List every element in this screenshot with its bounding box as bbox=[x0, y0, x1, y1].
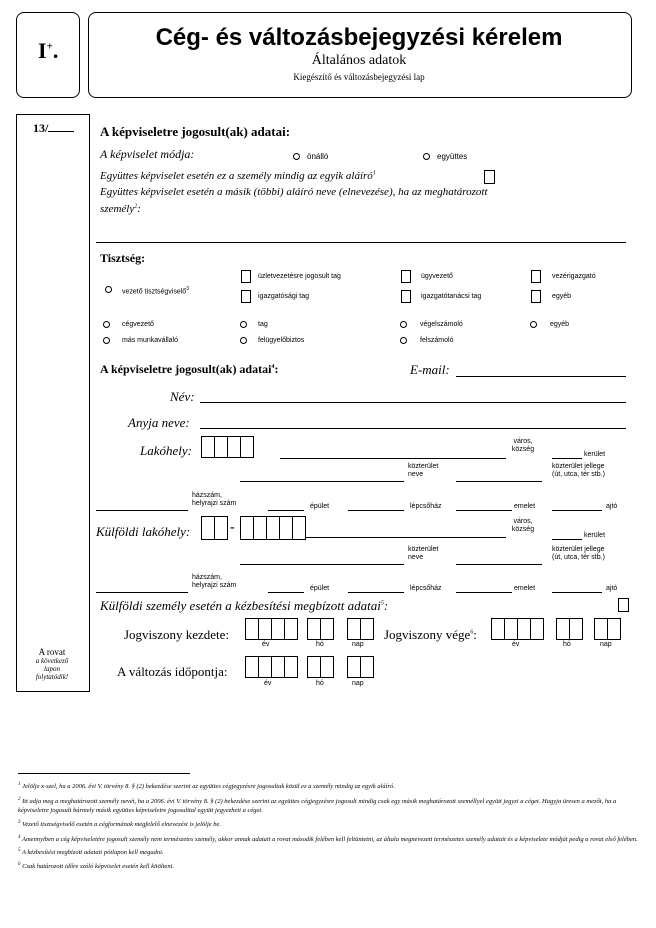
record-number bbox=[33, 121, 74, 136]
postcode-field[interactable] bbox=[201, 436, 253, 458]
digit-cell[interactable] bbox=[245, 656, 259, 678]
joint-signer-checkbox[interactable] bbox=[484, 170, 495, 184]
end-month-field[interactable] bbox=[556, 618, 582, 640]
foreign-district-label: kerület bbox=[584, 532, 606, 539]
city-label-text: város, bbox=[513, 438, 533, 445]
digit-cell[interactable] bbox=[569, 618, 583, 640]
city-label-text: város, bbox=[513, 518, 533, 525]
digit-cell[interactable] bbox=[504, 618, 518, 640]
email-label: E-mail: bbox=[410, 362, 450, 377]
digit-cell[interactable] bbox=[258, 618, 272, 640]
digit-cell[interactable] bbox=[271, 618, 285, 640]
house-label-text: házszám, bbox=[192, 492, 222, 499]
change-day-field[interactable] bbox=[347, 656, 373, 678]
footnote-text: Vezető tisztségviselő esetén a cégformának megfelelő elnevezést is jelölje be. bbox=[22, 821, 222, 829]
digit-cell[interactable] bbox=[347, 618, 361, 640]
side-note-line: folytatódik! bbox=[35, 673, 69, 681]
checkbox-office[interactable] bbox=[241, 290, 251, 303]
digit-cell[interactable] bbox=[245, 618, 259, 640]
foreign-street-name-field[interactable] bbox=[240, 564, 404, 565]
digit-cell[interactable] bbox=[307, 656, 321, 678]
delivery-agent-label: Külföldi személy esetén a kézbesítési megbízott adatai bbox=[100, 598, 381, 613]
day-label: nap bbox=[352, 680, 364, 687]
foreign-building-field[interactable] bbox=[268, 592, 304, 593]
foreign-floor-field[interactable] bbox=[456, 592, 512, 593]
foreign-street-name-label bbox=[408, 546, 438, 562]
mother-name-label: Anyja neve: bbox=[128, 415, 190, 430]
stair-field[interactable] bbox=[348, 510, 404, 511]
checkbox-office[interactable] bbox=[401, 270, 411, 283]
floor-field[interactable] bbox=[456, 510, 512, 511]
radio-joint-label: együttes bbox=[437, 152, 468, 161]
office-option-label: egyéb bbox=[552, 293, 572, 300]
floor-label: emelet bbox=[514, 503, 536, 510]
footnote bbox=[18, 861, 638, 872]
foreign-postcode-field[interactable] bbox=[240, 516, 305, 540]
foreign-street-type-label bbox=[552, 546, 605, 562]
other-signer-colon: : bbox=[137, 203, 141, 215]
mode-label: A képviselet módja: bbox=[100, 147, 195, 161]
change-date-label: A változás időpontja: bbox=[117, 664, 228, 679]
checkbox-office[interactable] bbox=[241, 270, 251, 283]
district-label: kerület bbox=[584, 451, 606, 458]
footnote-number: 6 bbox=[18, 862, 21, 868]
foreign-city-field[interactable] bbox=[306, 537, 506, 538]
district-field[interactable] bbox=[552, 458, 582, 459]
digit-cell[interactable] bbox=[214, 436, 228, 458]
radio-leader[interactable] bbox=[105, 286, 112, 293]
footnote-ref: 2 bbox=[134, 203, 138, 210]
other-signer-label: személy bbox=[100, 203, 135, 215]
house-number-field[interactable] bbox=[96, 510, 188, 511]
door-field[interactable] bbox=[552, 510, 602, 511]
street-name-field[interactable] bbox=[240, 481, 404, 482]
dash: - bbox=[230, 520, 235, 535]
village-label-text: község bbox=[511, 526, 535, 533]
delivery-agent-colon: : bbox=[383, 598, 389, 613]
street-name-label-text: neve bbox=[408, 471, 424, 478]
name-label: Név: bbox=[170, 389, 195, 404]
street-type-field[interactable] bbox=[456, 481, 542, 482]
foreign-house-number-field[interactable] bbox=[96, 592, 188, 593]
footnote-number: 5 bbox=[18, 847, 21, 853]
year-label: év bbox=[512, 641, 520, 648]
office-option-label: vezérigazgató bbox=[552, 273, 596, 280]
house-number-label bbox=[192, 492, 236, 508]
digit-cell[interactable] bbox=[284, 618, 298, 640]
side-note-title: A rovat bbox=[38, 647, 66, 657]
residence-label: Lakóhely: bbox=[140, 443, 192, 458]
radio-leader-label bbox=[122, 285, 189, 296]
footnote bbox=[18, 847, 638, 858]
name-field[interactable] bbox=[200, 402, 626, 403]
street-name-label bbox=[408, 463, 438, 479]
section2-heading-colon: : bbox=[274, 362, 279, 376]
foreign-district-field[interactable] bbox=[552, 539, 582, 540]
street-type-example: (út, utca, tér stb.) bbox=[552, 471, 605, 478]
digit-cell[interactable] bbox=[360, 618, 374, 640]
footnote bbox=[18, 781, 638, 792]
end-day-field[interactable] bbox=[594, 618, 620, 640]
mother-name-field[interactable] bbox=[200, 428, 626, 429]
radio-office[interactable] bbox=[400, 321, 407, 328]
village-label-text: község bbox=[511, 446, 535, 453]
change-month-field[interactable] bbox=[307, 656, 333, 678]
lot-label-text: helyrajzi szám bbox=[192, 500, 237, 507]
office-option-label: tag bbox=[258, 321, 268, 328]
office-option-label: más munkavállaló bbox=[122, 337, 179, 344]
footnote-separator bbox=[18, 773, 190, 774]
side-note-line: lapon bbox=[44, 665, 60, 673]
section2-heading-label: A képviseletre jogosult(ak) adatai bbox=[100, 362, 272, 376]
foreign-building-label: épület bbox=[310, 585, 330, 592]
digit-cell[interactable] bbox=[556, 618, 570, 640]
day-label: nap bbox=[600, 641, 612, 648]
office-option-label: felszámoló bbox=[420, 337, 454, 344]
page-title: Cég- és változásbejegyzési kérelem bbox=[155, 24, 563, 51]
digit-cell[interactable] bbox=[307, 618, 321, 640]
street-label-text: közterület bbox=[408, 546, 439, 553]
page-subtitle: Általános adatok bbox=[311, 53, 407, 68]
street-type-label-text: közterület jellege bbox=[552, 546, 605, 553]
street-name-label-text: neve bbox=[408, 554, 424, 561]
side-note bbox=[16, 647, 88, 681]
side-note-line: a következő bbox=[35, 657, 69, 665]
radio-office[interactable] bbox=[400, 337, 407, 344]
footnote-ref: 5 bbox=[380, 600, 384, 607]
digit-cell[interactable] bbox=[292, 516, 306, 540]
email-field[interactable] bbox=[456, 376, 626, 377]
leader-label: vezető tisztségviselő bbox=[122, 288, 187, 296]
street-type-label-text: közterület jellege bbox=[552, 463, 605, 470]
foreign-residence-label: Külföldi lakóhely: bbox=[96, 524, 191, 539]
section-heading: A képviseletre jogosult(ak) adatai: bbox=[100, 124, 291, 139]
digit-cell[interactable] bbox=[320, 618, 334, 640]
office-option-label: felügyelőbiztos bbox=[258, 337, 305, 344]
footnote-text: Csak határozott időre szóló képviselet esetén kell kitölteni. bbox=[22, 863, 174, 871]
house-label-text: házszám, bbox=[192, 574, 222, 581]
digit-cell[interactable] bbox=[320, 656, 334, 678]
form-code bbox=[38, 38, 58, 64]
end-date-colon: : bbox=[473, 627, 477, 642]
door-label: ajtó bbox=[606, 503, 618, 510]
stair-label: lépcsőház bbox=[410, 503, 442, 510]
footnote-ref: 1 bbox=[372, 170, 376, 177]
delivery-agent-text bbox=[100, 598, 388, 614]
digit-cell[interactable] bbox=[201, 516, 215, 540]
office-option-label: igazgatótanácsi tag bbox=[421, 293, 482, 300]
month-label: hó bbox=[316, 680, 324, 687]
radio-independent[interactable] bbox=[293, 153, 300, 160]
joint-signer-label: Együttes képviselet esetén ez a személy mindig az egyik aláíró bbox=[100, 170, 373, 182]
digit-cell[interactable] bbox=[607, 618, 621, 640]
joint-signer-text bbox=[100, 170, 376, 182]
city-label bbox=[508, 438, 538, 454]
office-option-label: egyéb bbox=[550, 321, 570, 328]
foreign-stair-field[interactable] bbox=[348, 592, 404, 593]
delivery-agent-checkbox[interactable] bbox=[618, 598, 629, 612]
footnote-ref: 4 bbox=[271, 364, 275, 370]
digit-cell[interactable] bbox=[517, 618, 531, 640]
footnote-text: Itt adja meg a meghatározott személy nevét, ha a 2006. évi V. törvény 8. § (2) bekezdése szerint az együttes cégjegyzésre jogosult mindig csak egy másik meghatározott személlyel együtt jegyzi a céget. Hagyja üresen a mezőt, ha a képviseletre jogosult bármely másik együttes képviseletre jogosulttal együtt jegyezheti a céget. bbox=[18, 797, 617, 814]
section2-heading bbox=[100, 362, 278, 377]
year-label: év bbox=[264, 680, 272, 687]
office-option-label: végelszámoló bbox=[420, 321, 463, 328]
street-type-example: (út, utca, tér stb.) bbox=[552, 554, 605, 561]
radio-independent-label: önálló bbox=[307, 152, 329, 161]
record-number-label: 13/ bbox=[33, 121, 49, 135]
footnote-ref: 3 bbox=[186, 286, 189, 292]
footnote bbox=[18, 819, 638, 830]
office-heading: Tisztség: bbox=[100, 251, 146, 265]
year-label: év bbox=[262, 641, 270, 648]
radio-joint[interactable] bbox=[423, 153, 430, 160]
start-day-field[interactable] bbox=[347, 618, 373, 640]
radio-office[interactable] bbox=[103, 321, 110, 328]
office-option-label: igazgatósági tag bbox=[258, 293, 309, 300]
digit-cell[interactable] bbox=[279, 516, 293, 540]
office-option-label: ügyvezető bbox=[421, 273, 453, 280]
month-label: hó bbox=[316, 641, 324, 648]
other-signer-field[interactable] bbox=[96, 242, 626, 243]
change-year-field[interactable] bbox=[245, 656, 297, 678]
footnote-number: 3 bbox=[18, 820, 21, 826]
footnote-number: 4 bbox=[18, 834, 21, 840]
city-field[interactable] bbox=[280, 458, 506, 459]
foreign-door-label: ajtó bbox=[606, 585, 618, 592]
digit-cell[interactable] bbox=[266, 516, 280, 540]
digit-cell[interactable] bbox=[240, 516, 254, 540]
footnote-number: 1 bbox=[18, 782, 21, 787]
form-code-letter: I bbox=[38, 38, 47, 63]
country-code-field[interactable] bbox=[201, 516, 227, 540]
foreign-floor-label: emelet bbox=[514, 585, 536, 592]
digit-cell[interactable] bbox=[201, 436, 215, 458]
building-label: épület bbox=[310, 503, 330, 510]
end-date-label: Jogviszony vége bbox=[384, 627, 471, 642]
foreign-city-label bbox=[508, 518, 538, 534]
end-year-field[interactable] bbox=[491, 618, 543, 640]
footnote bbox=[18, 834, 638, 845]
foreign-house-number-label bbox=[192, 574, 236, 590]
day-label: nap bbox=[352, 641, 364, 648]
radio-office[interactable] bbox=[103, 337, 110, 344]
foreign-stair-label: lépcsőház bbox=[410, 585, 442, 592]
radio-office[interactable] bbox=[240, 321, 247, 328]
digit-cell[interactable] bbox=[253, 516, 267, 540]
footnotes bbox=[18, 781, 638, 872]
digit-cell[interactable] bbox=[347, 656, 361, 678]
other-signer-text: Együttes képviselet esetén a másik (többi) aláíró neve (elnevezése), ha az meghatározott bbox=[100, 186, 488, 198]
footnote-text: Amennyiben a cég képviseletére jogosult személy nem természetes személy, akkor annak adatait a rovat második felében kell feltüntetni, az általa megnevezett természetes személy adatait és a képviselete módját pedig a rovat első felében. bbox=[22, 836, 638, 843]
footnote-text: A kézbesítési megbízott adatait pótlapon kell megadni. bbox=[22, 848, 164, 856]
street-type-label bbox=[552, 463, 605, 479]
checkbox-office[interactable] bbox=[531, 290, 541, 303]
radio-office[interactable] bbox=[530, 321, 537, 328]
end-date-text bbox=[384, 627, 477, 643]
digit-cell[interactable] bbox=[258, 656, 272, 678]
office-option-label: cégvezető bbox=[122, 321, 154, 328]
digit-cell[interactable] bbox=[360, 656, 374, 678]
foreign-street-type-field[interactable] bbox=[456, 564, 542, 565]
digit-cell[interactable] bbox=[491, 618, 505, 640]
month-label: hó bbox=[563, 641, 571, 648]
sheet-name: Kiegészítő és változásbejegyzési lap bbox=[293, 72, 425, 82]
building-field[interactable] bbox=[268, 510, 304, 511]
lot-label-text: helyrajzi szám bbox=[192, 582, 237, 589]
record-number-field[interactable] bbox=[48, 121, 74, 132]
checkbox-office[interactable] bbox=[531, 270, 541, 283]
footnote-number: 2 bbox=[18, 796, 21, 802]
digit-cell[interactable] bbox=[284, 656, 298, 678]
digit-cell[interactable] bbox=[214, 516, 228, 540]
start-month-field[interactable] bbox=[307, 618, 333, 640]
digit-cell[interactable] bbox=[530, 618, 544, 640]
footnote-text: Jelölje x-szel, ha a 2006. évi V. törvény 8. § (2) bekezdése szerint az együttes cégjegyzésre jogosultak közül ez a személy mindig az egyik aláíró. bbox=[22, 783, 395, 791]
office-option-label: üzletvezetésre jogosult tag bbox=[258, 273, 341, 280]
start-year-field[interactable] bbox=[245, 618, 297, 640]
digit-cell[interactable] bbox=[240, 436, 254, 458]
radio-office[interactable] bbox=[240, 337, 247, 344]
digit-cell[interactable] bbox=[594, 618, 608, 640]
form-code-dot: . bbox=[52, 38, 59, 63]
start-date-label: Jogviszony kezdete: bbox=[124, 627, 230, 642]
footnote bbox=[18, 796, 638, 815]
foreign-door-field[interactable] bbox=[552, 592, 602, 593]
digit-cell[interactable] bbox=[271, 656, 285, 678]
street-label-text: közterület bbox=[408, 463, 439, 470]
form-code-sup: + bbox=[46, 40, 53, 53]
other-signer-text-2 bbox=[100, 203, 141, 215]
footnote-ref: 6 bbox=[470, 629, 474, 636]
checkbox-office[interactable] bbox=[401, 290, 411, 303]
digit-cell[interactable] bbox=[227, 436, 241, 458]
side-column bbox=[16, 114, 90, 692]
